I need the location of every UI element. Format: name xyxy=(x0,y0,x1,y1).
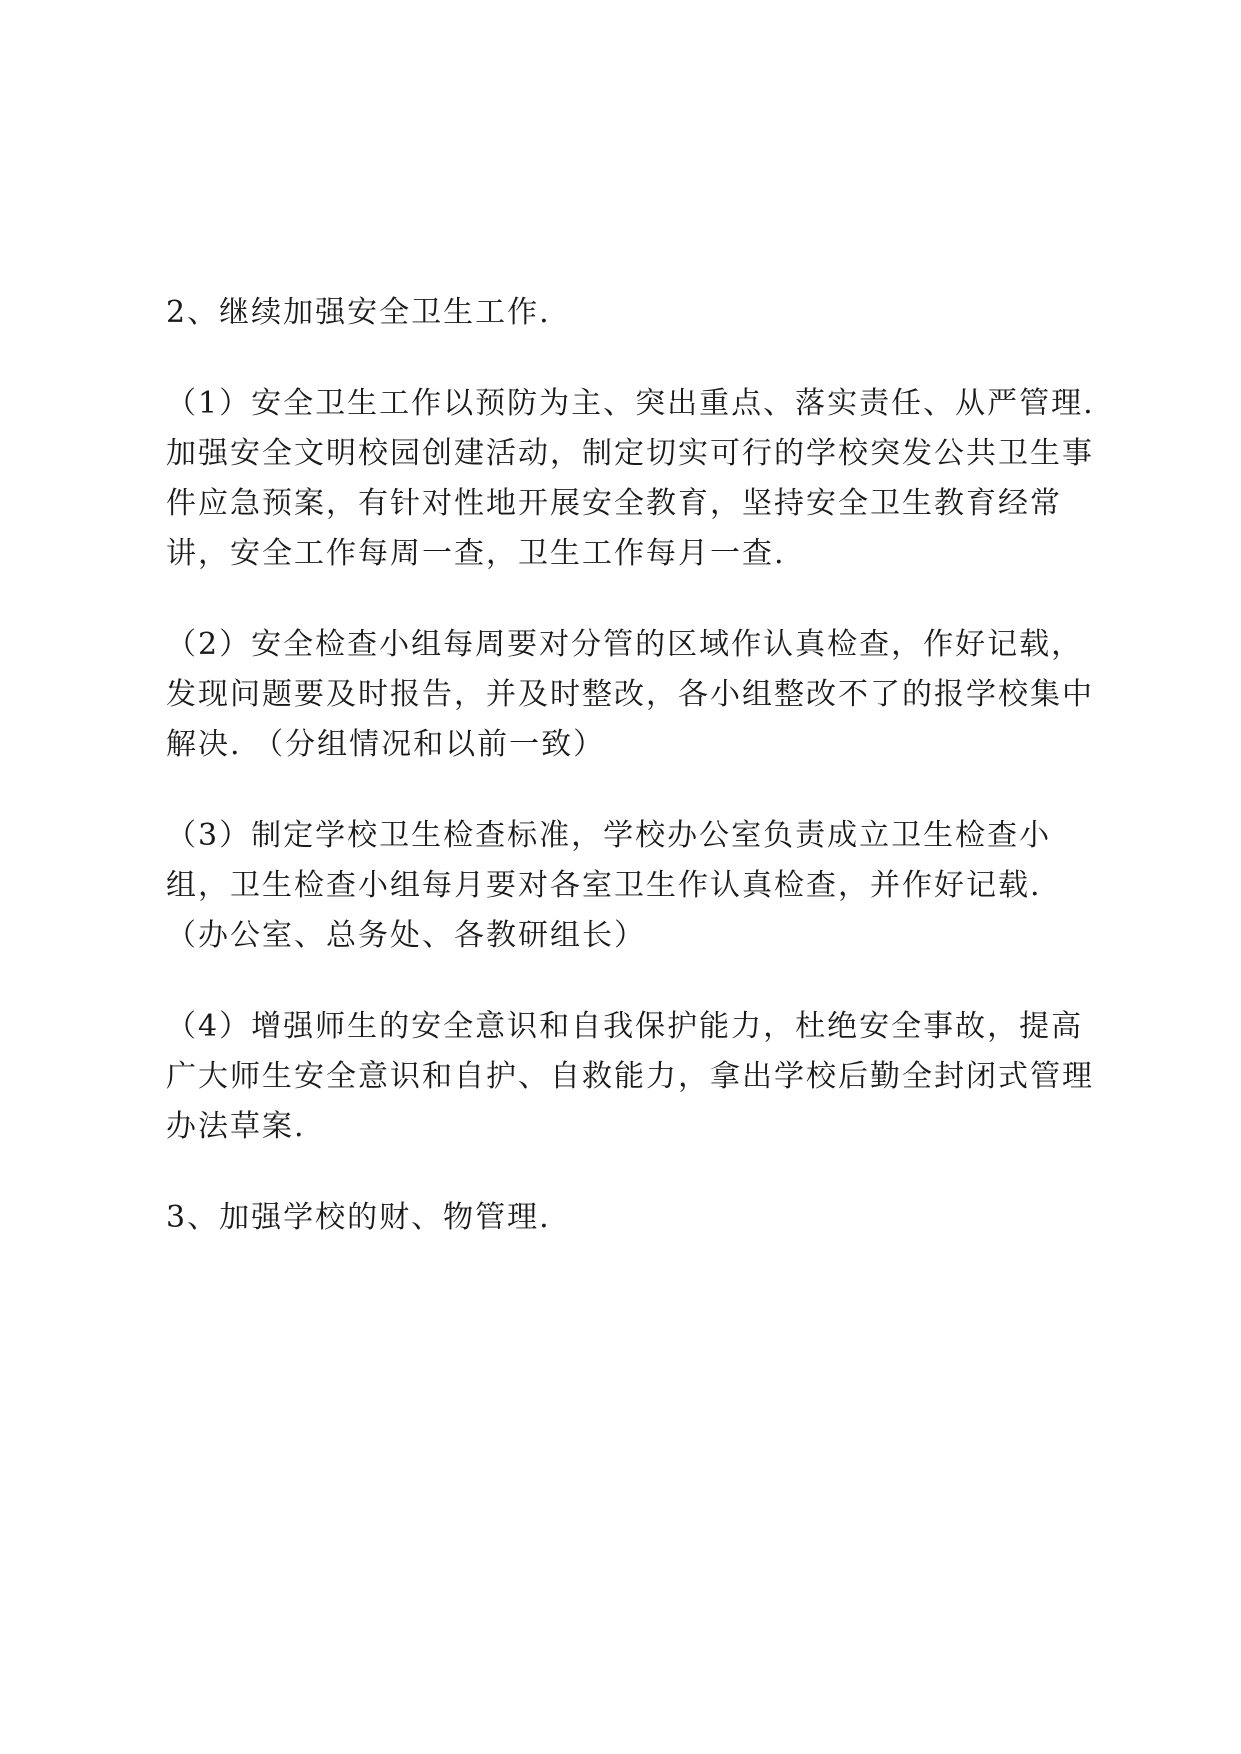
list-item-3: （3）制定学校卫生检查标准，学校办公室负责成立卫生检查小组，卫生检查小组每月要对各室卫生作认真检查，并作好记载. （办公室、总务处、各教研组长） xyxy=(166,818,1052,953)
section-heading-3: 3、加强学校的财、物管理. xyxy=(166,1200,551,1235)
section-heading-2: 2、继续加强安全卫生工作. xyxy=(166,295,551,330)
document-body xyxy=(166,288,1096,1284)
list-item-2: （2）安全检查小组每周要对分管的区域作认真检查，作好记载，发现问题要及时报告，并及时整改，各小组整改不了的报学校集中解决. （分组情况和以前一致） xyxy=(166,627,1094,762)
list-item-4: （4）增强师生的安全意识和自我保护能力，杜绝安全事故，提高广大师生安全意识和自护、自救能力，拿出学校后勤全封闭式管理办法草案. xyxy=(166,1009,1094,1144)
list-item-1: （1）安全卫生工作以预防为主、突出重点、落实责任、从严管理. 加强安全文明校园创建活动，制定切实可行的学校突发公共卫生事件应急预案，有针对性地开展安全教育，坚持安全卫生教育经常讲，安全工作每周一查，卫生工作每月一查. xyxy=(166,386,1095,571)
